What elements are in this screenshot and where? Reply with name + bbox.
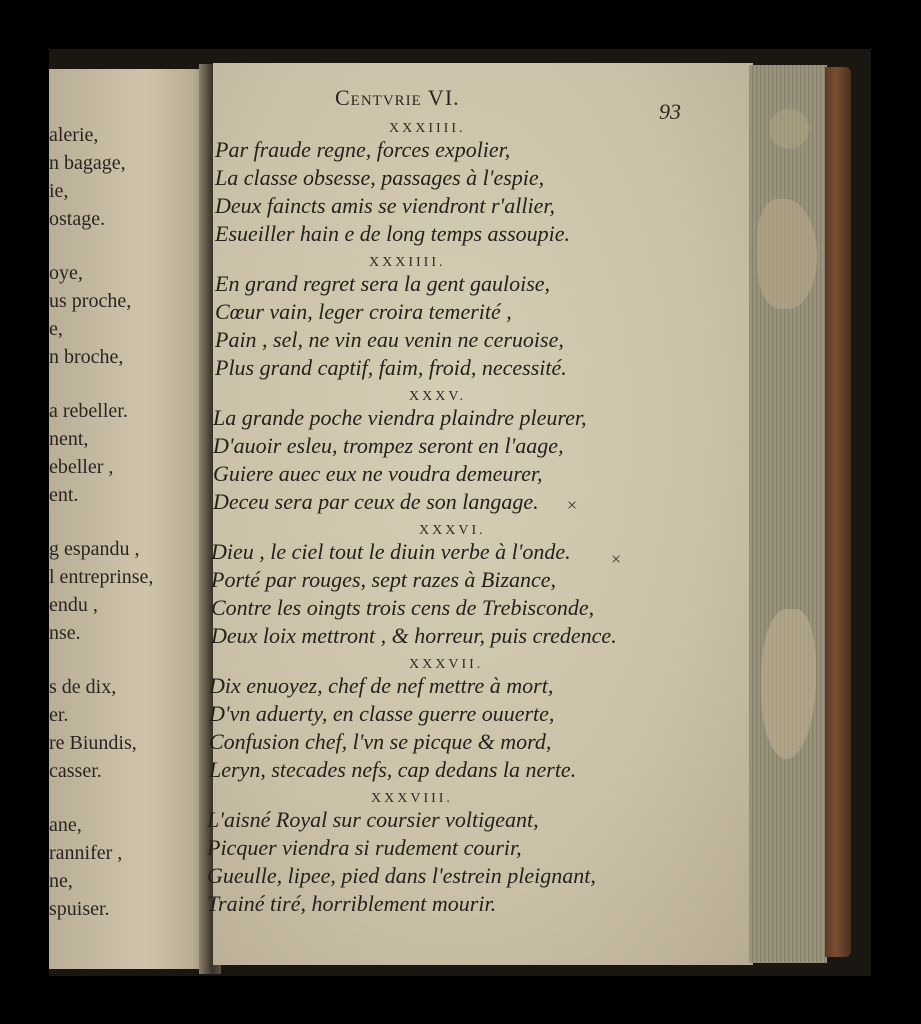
verse-line: Cœur vain, leger croira temerité , <box>215 299 512 324</box>
verse-line: Deux faincts amis se viendront r'allier, <box>215 193 555 218</box>
left-line: nse. <box>49 622 81 644</box>
verse-line: Deceu sera par ceux de son langage. <box>213 489 539 514</box>
verse-line: Leryn, stecades nefs, cap dedans la nerte. <box>209 757 577 782</box>
left-line: a rebeller. <box>49 400 128 422</box>
left-line: alerie, <box>49 124 99 146</box>
quatrain-number: XXXIIII. <box>389 121 466 136</box>
quatrain-number: XXXVIII. <box>371 791 453 806</box>
verse-line: Confusion chef, l'vn se picque & mord, <box>209 729 552 754</box>
verse-line: Par fraude regne, forces expolier, <box>215 137 511 162</box>
page-header: Centvrie VI. <box>335 85 460 110</box>
verse-line: Deux loix mettront , & horreur, puis credence. <box>211 623 617 648</box>
quatrain-number: XXXV. <box>409 389 467 404</box>
page-edge-stain <box>769 109 809 149</box>
left-line: e, <box>49 318 63 340</box>
verse-line: D'vn aduerty, en classe guerre ouuerte, <box>209 701 555 726</box>
book-cover <box>825 67 851 957</box>
left-line: ebeller , <box>49 456 114 478</box>
verse-line: Contre les oingts trois cens de Trebisconde, <box>211 595 595 620</box>
quatrain-number: XXXIIII. <box>369 255 446 270</box>
verse-line: Pain , sel, ne vin eau venin ne ceruoise, <box>215 327 564 352</box>
left-line: s de dix, <box>49 676 117 698</box>
page-number: 93 <box>659 99 681 124</box>
verse-line: Dix enuoyez, chef de nef mettre à mort, <box>209 673 554 698</box>
left-line: n bagage, <box>49 152 126 174</box>
verse-line: En grand regret sera la gent gauloise, <box>215 271 551 296</box>
page-edge-stain <box>757 199 817 309</box>
left-line: rannifer , <box>49 842 123 864</box>
left-line: spuiser. <box>49 898 110 920</box>
photo-frame <box>49 49 871 976</box>
left-line: l entreprinse, <box>49 566 154 588</box>
left-line: us proche, <box>49 290 132 312</box>
left-line: ostage. <box>49 208 106 230</box>
left-line: nent, <box>49 428 89 450</box>
verse-line: Guiere auec eux ne voudra demeurer, <box>213 461 543 486</box>
left-line: er. <box>49 704 69 726</box>
left-line: ane, <box>49 814 82 836</box>
left-line: n broche, <box>49 346 124 368</box>
quatrain-number: XXXVII. <box>409 657 484 672</box>
quatrain-number: XXXVI. <box>419 523 486 538</box>
verse-line: La grande poche viendra plaindre pleurer, <box>213 405 587 430</box>
left-line: endu , <box>49 594 98 616</box>
left-line: g espandu , <box>49 538 140 560</box>
margin-mark: × <box>567 495 578 515</box>
verse-line: Dieu , le ciel tout le diuin verbe à l'onde. <box>211 539 571 564</box>
verse-line: Trainé tiré, horriblement mourir. <box>207 891 497 916</box>
verse-line: D'auoir esleu, trompez seront en l'aage, <box>213 433 564 458</box>
left-line: ent. <box>49 484 79 506</box>
verse-line: Esueiller hain e de long temps assoupie. <box>215 221 571 246</box>
left-line: oye, <box>49 262 83 284</box>
margin-mark: × <box>611 549 622 569</box>
verse-line: Porté par rouges, sept razes à Bizance, <box>211 567 557 592</box>
verse-line: Plus grand captif, faim, froid, necessité. <box>215 355 567 380</box>
verse-line: La classe obsesse, passages à l'espie, <box>215 165 545 190</box>
verse-line: Gueulle, lipee, pied dans l'estrein pleignant, <box>207 863 596 888</box>
left-line: casser. <box>49 760 102 782</box>
left-line: ie, <box>49 180 69 202</box>
verse-line: Picquer viendra si rudement courir, <box>207 835 522 860</box>
left-line: re Biundis, <box>49 732 137 754</box>
verse-line: L'aisné Royal sur coursier voltigeant, <box>207 807 539 832</box>
left-line: ne, <box>49 870 73 892</box>
